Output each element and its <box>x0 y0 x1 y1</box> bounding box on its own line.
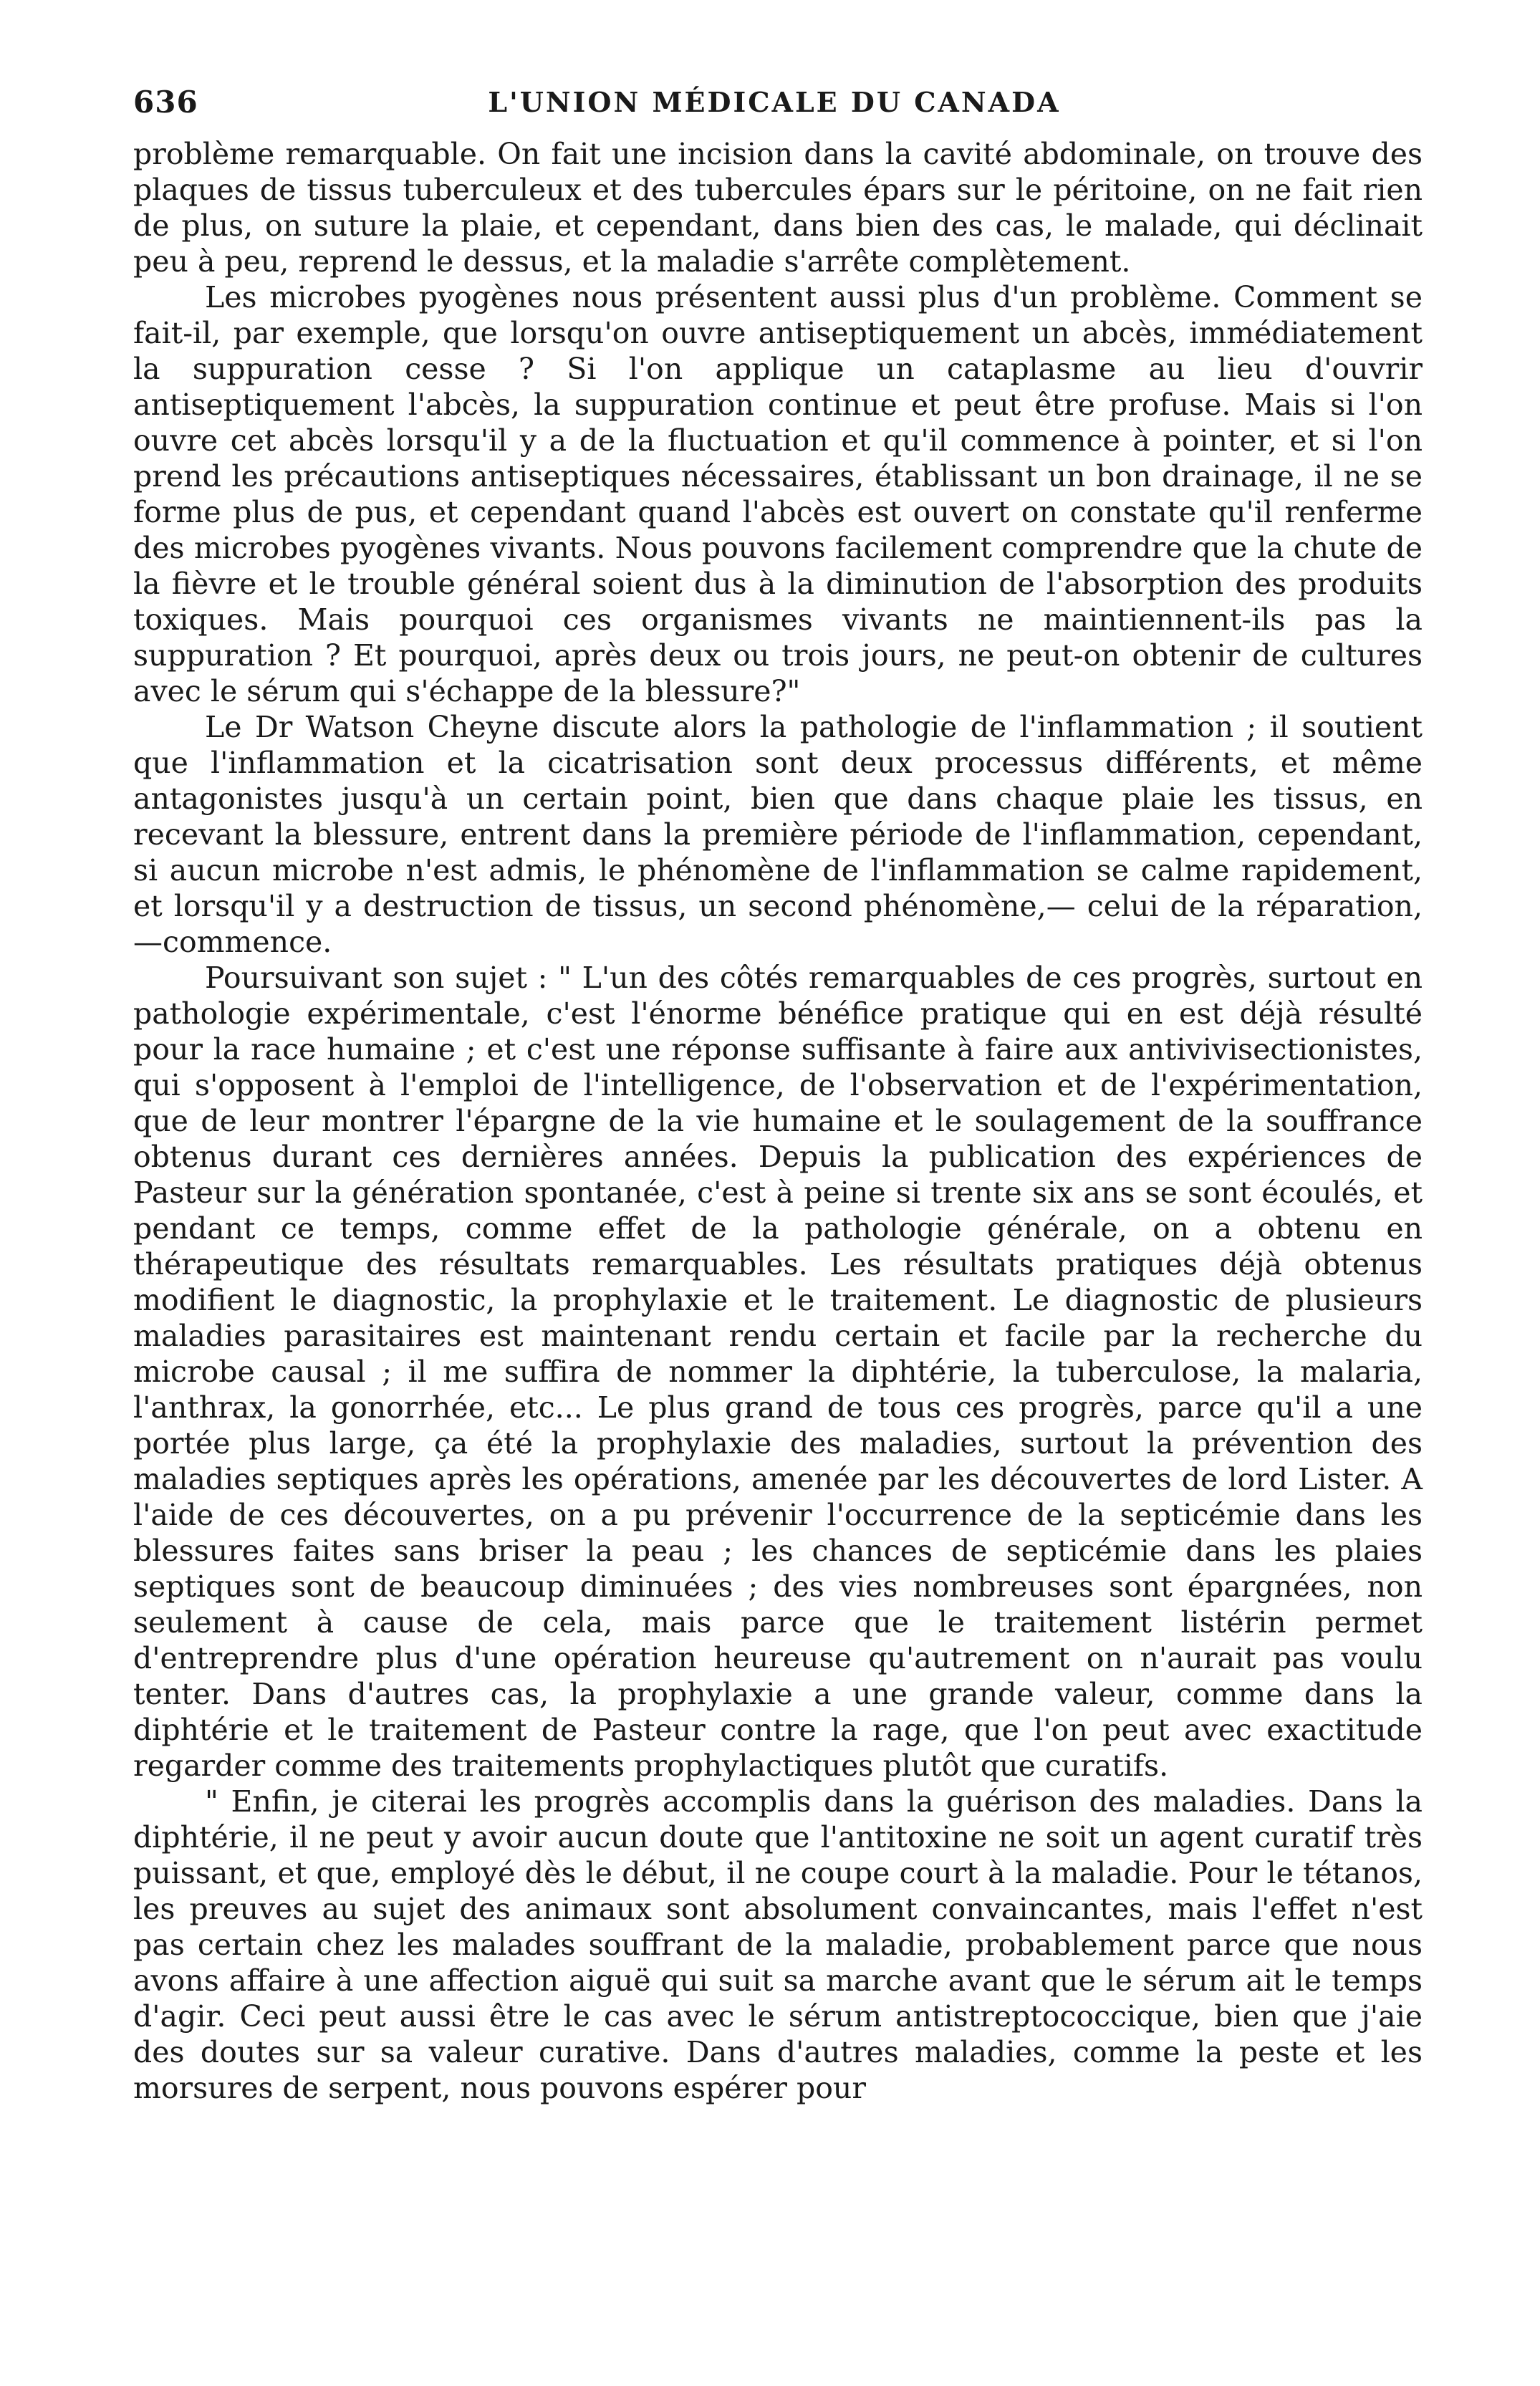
paragraph-4: Poursuivant son sujet : " L'un des côtés remarquables de ces progrès, surtout en pathologie expérimentale, c'est l'énorme bénéfice pratique qui en est déjà résulté pour la race humaine ; et c'est une réponse suffisante à faire aux antivivisectionistes, qui s'opposent à l'emploi de l'intelligence, de l'observation et de l'expérimentation, que de leur montrer l'épargne de la vie humaine et le soulagement de la souffrance obtenus durant ces dernières années. Depuis la publication des expériences de Pasteur sur la génération spontanée, c'est à peine si trente six ans se sont écoulés, et pendant ce temps, comme effet de la pathologie générale, on a obtenu en thérapeutique des résultats remarquables. Les résultats pratiques déjà obtenus modifient le diagnostic, la prophylaxie et le traitement. Le diagnostic de plusieurs maladies parasitaires est maintenant rendu certain et facile par la recherche du microbe causal ; il me suffira de nommer la diphtérie, la tuberculose, la malaria, l'anthrax, la gonorrhée, etc... Le plus grand de tous ces progrès, parce qu'il a une portée plus large, ça été la prophylaxie des maladies, surtout la prévention des maladies septiques après les opérations, amenée par les découvertes de lord Lister. A l'aide de ces découvertes, on a pu prévenir l'occurrence de la septicémie dans les blessures faites sans briser la peau ; les chances de septicémie dans les plaies septiques sont de beaucoup diminuées ; des vies nombreuses sont épargnées, non seulement à cause de cela, mais parce que le traitement listérin permet d'entreprendre plus d'une opération heureuse qu'autrement on n'aurait pas voulu tenter. Dans d'autres cas, la prophylaxie a une grande valeur, comme dans la diphtérie et le traitement de Pasteur contre la rage, que l'on peut avec exactitude regarder comme des traitements prophylactiques plutôt que curatifs. <box>133 961 1423 1783</box>
paragraph-1: problème remarquable. On fait une incision dans la cavité abdominale, on trouve des plaques de tissus tuberculeux et des tubercules épars sur le péritoine, on ne fait rien de plus, on suture la plaie, et cependant, dans bien des cas, le malade, qui déclinait peu à peu, reprend le dessus, et la maladie s'arrête complètement. <box>133 137 1423 279</box>
journal-title: L'UNION MÉDICALE DU CANADA <box>488 86 1061 118</box>
running-header <box>133 85 1415 128</box>
paragraph-3: Le Dr Watson Cheyne discute alors la pathologie de l'inflammation ; il soutient que l'inflammation et la cicatrisation sont deux processus différents, et même antagonistes jusqu'à un certain point, bien que dans chaque plaie les tissus, en recevant la blessure, entrent dans la première période de l'inflammation, cependant, si aucun microbe n'est admis, le phénomène de l'inflammation se calme rapidement, et lorsqu'il y a destruction de tissus, un second phénomène,— celui de la réparation,—commence. <box>133 710 1423 959</box>
article-body <box>133 136 1423 2106</box>
page-number: 636 <box>133 85 198 120</box>
paragraph-2: Les microbes pyogènes nous présentent aussi plus d'un problème. Comment se fait-il, par exemple, que lorsqu'on ouvre antiseptiquement un abcès, immédiatement la suppuration cesse ? Si l'on applique un cataplasme au lieu d'ouvrir antiseptiquement l'abcès, la suppuration continue et peut être profuse. Mais si l'on ouvre cet abcès lorsqu'il y a de la fluctuation et qu'il commence à pointer, et si l'on prend les précautions antiseptiques nécessaires, établissant un bon drainage, il ne se forme plus de pus, et cependant quand l'abcès est ouvert on constate qu'il renferme des microbes pyogènes vivants. Nous pouvons facilement comprendre que la chute de la fièvre et le trouble général soient dus à la diminution de l'absorption des produits toxiques. Mais pourquoi ces organismes vivants ne maintiennent-ils pas la suppuration ? Et pourquoi, après deux ou trois jours, ne peut-on obtenir de cultures avec le sérum qui s'échappe de la blessure?" <box>133 280 1423 708</box>
paragraph-5: " Enfin, je citerai les progrès accomplis dans la guérison des maladies. Dans la diphtérie, il ne peut y avoir aucun doute que l'antitoxine ne soit un agent curatif très puissant, et que, employé dès le début, il ne coupe court à la maladie. Pour le tétanos, les preuves au sujet des animaux sont absolument convaincantes, mais l'effet n'est pas certain chez les malades souffrant de la maladie, probablement parce que nous avons affaire à une affection aiguë qui suit sa marche avant que le sérum ait le temps d'agir. Ceci peut aussi être le cas avec le sérum antistreptococcique, bien que j'aie des doutes sur sa valeur curative. Dans d'autres maladies, comme la peste et les morsures de serpent, nous pouvons espérer pour <box>133 1784 1423 2105</box>
